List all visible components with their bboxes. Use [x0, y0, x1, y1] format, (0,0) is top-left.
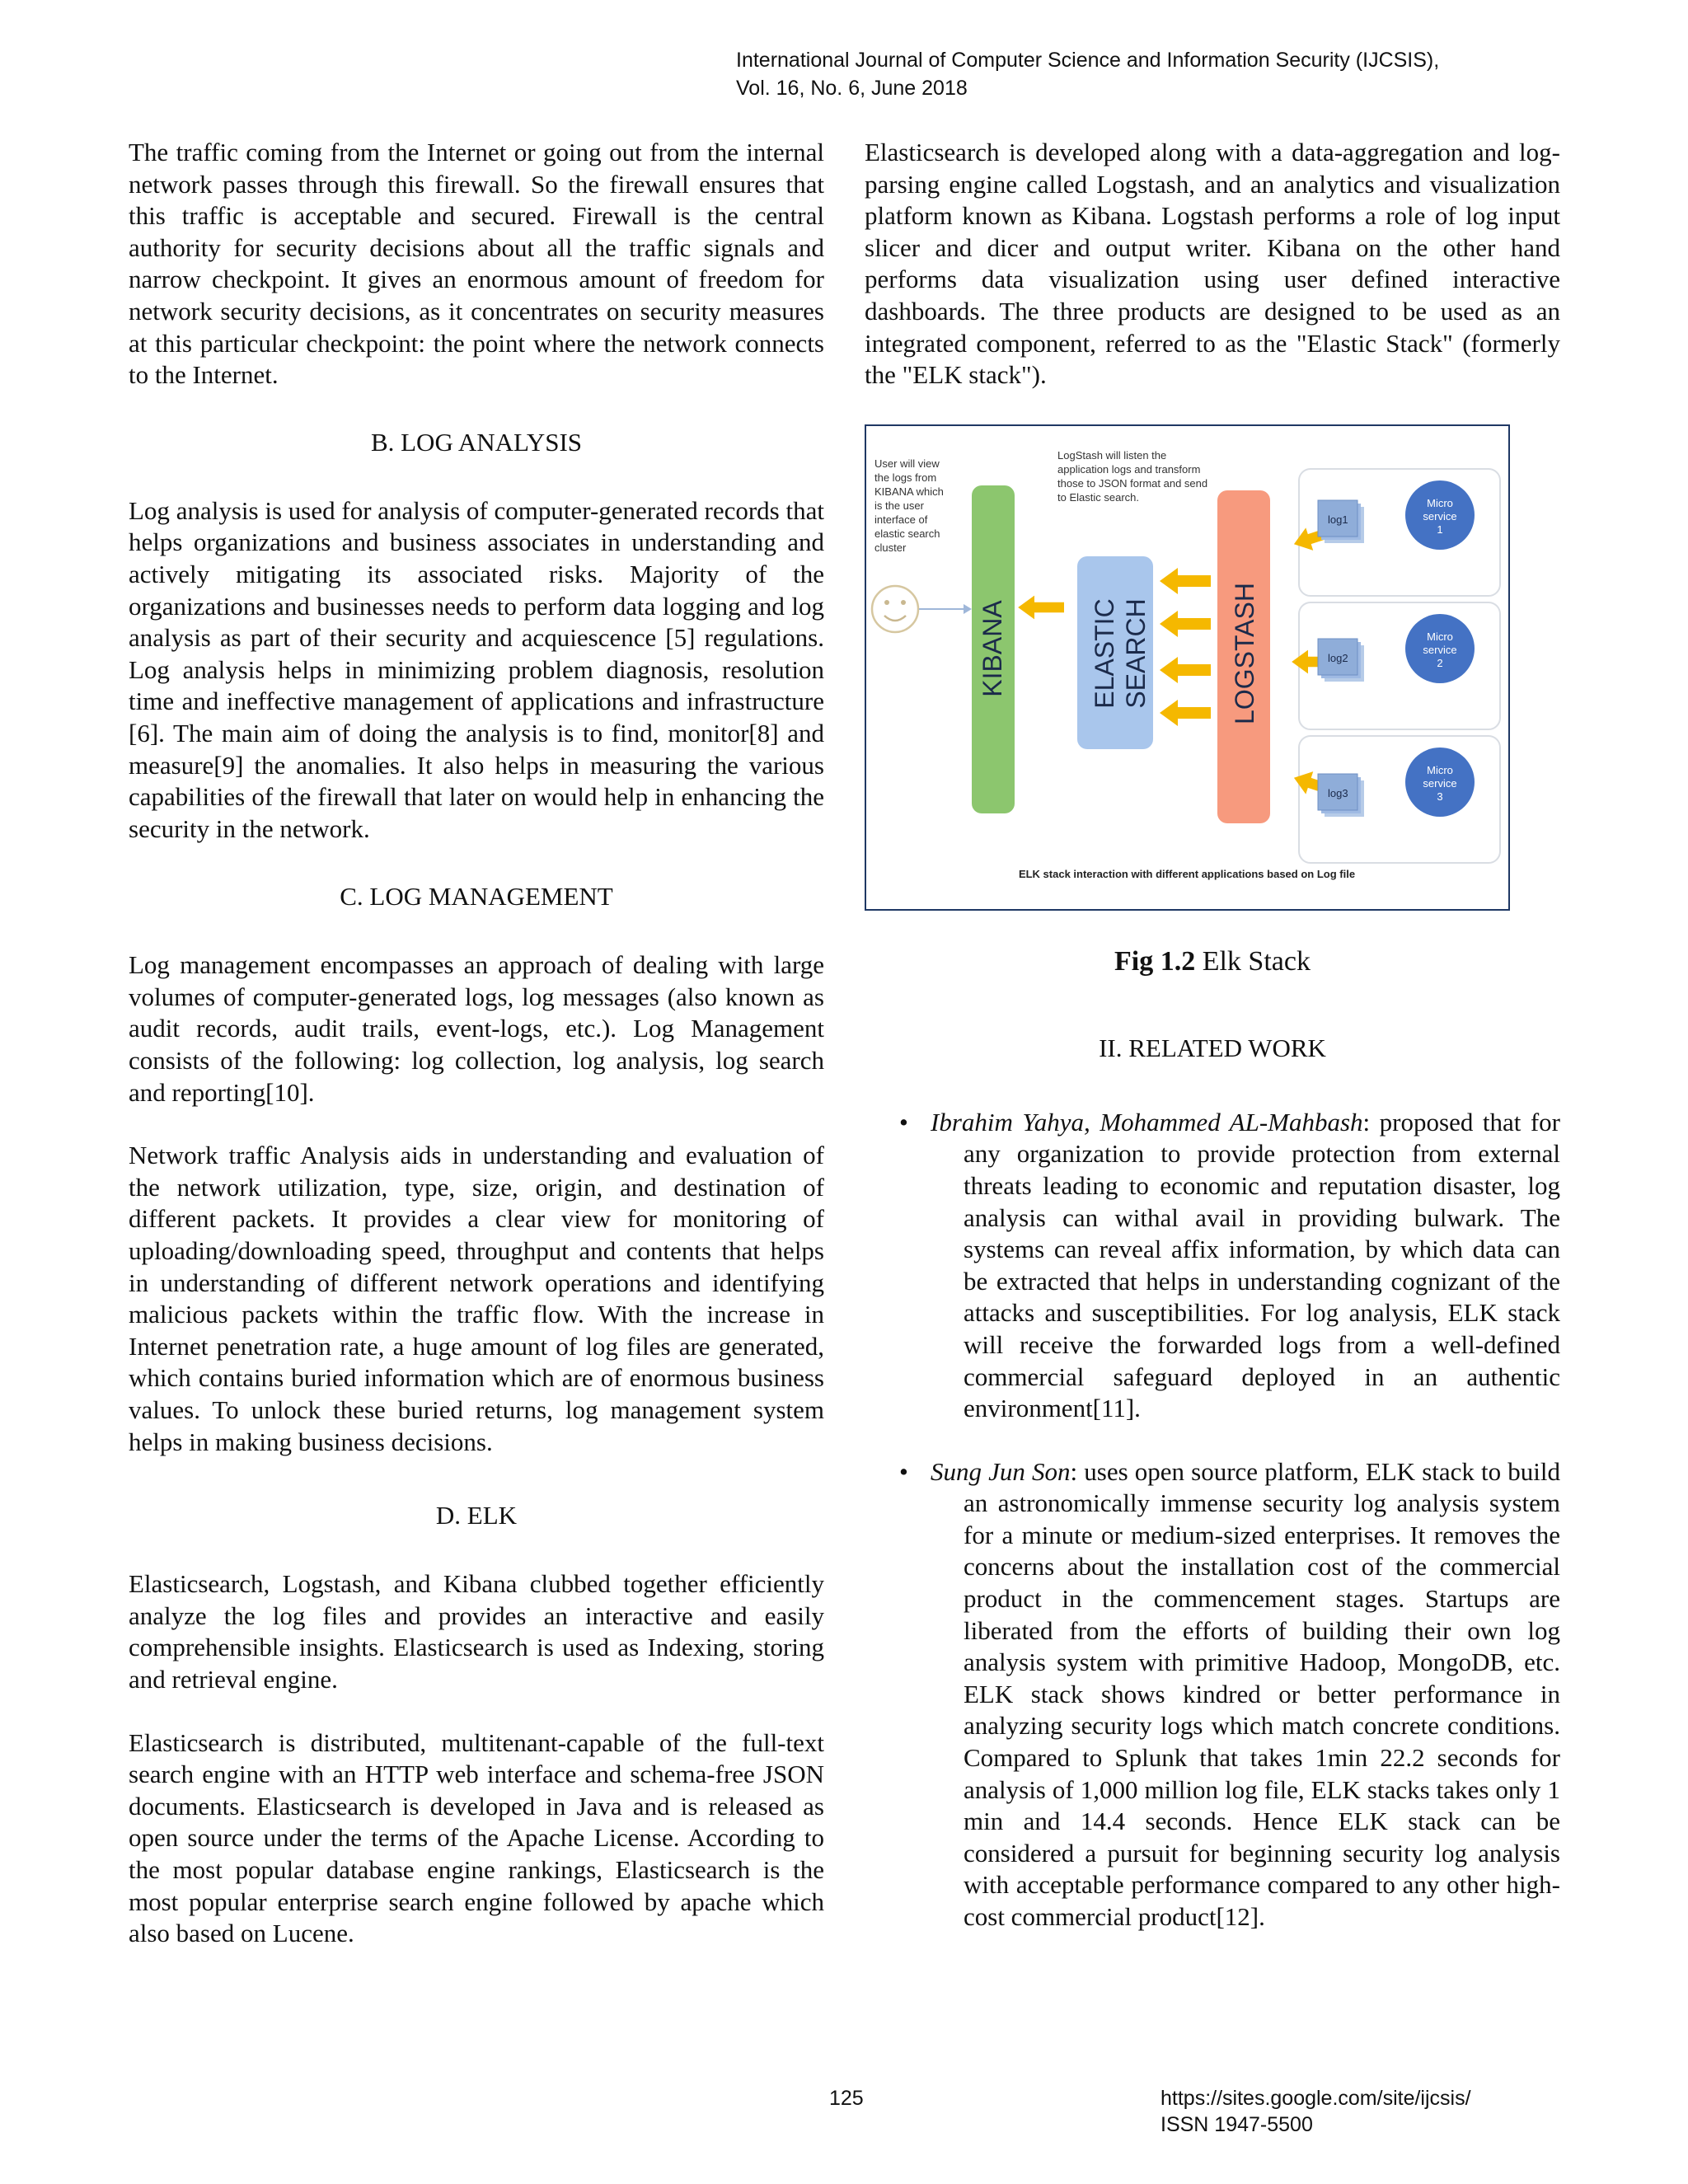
footer-issn: ISSN 1947-5500: [1160, 2113, 1313, 2136]
page-number: 125: [829, 2087, 864, 2110]
section-heading-elk: D. ELK: [435, 1501, 518, 1530]
service-label: Micro: [1427, 763, 1453, 776]
figure-caption-number: Fig 1.2: [1114, 945, 1196, 977]
elastic-stack-paragraph: Elasticsearch is developed along with a data-aggregation and log-parsing engine called Logstash, and an analytics and visualization platform known as Kibana. Logstash performs a role of log input slicer and dicer and output writer. Kibana on the other hand performs data visualization using user defined interactive dashboards. The three products are designed to be used as an integrated component, referred to as the "Elastic Stack" (formerly the "ELK stack").: [865, 138, 1560, 390]
user-note-line: KIBANA which: [874, 485, 944, 498]
logstash-note-line: application logs and transform: [1057, 462, 1201, 476]
figure-caption: [865, 945, 1560, 978]
reference-authors: Sung Jun Son: [931, 1456, 1071, 1486]
diagram-inner-caption: ELK stack interaction with different applications based on Log file: [1018, 867, 1356, 880]
service-label: service: [1423, 776, 1457, 790]
reference-text: : uses open source platform, ELK stack to build an astronomically immense security log analysis system for a minute or medium-sized enterprises. It removes the concerns about the installation cost of the commercial product in the commencement stages. Startups are liberated from the efforts of building their own log analysis system with primitive Hadoop, MongoDB, etc. ELK stack shows kindred or better performance in analyzing security logs which match concrete conditions. Compared to Splunk that takes 1min 22.2 seconds for analysis of 1,000 million log file, ELK stacks takes only 1 min and 14.4 seconds. Hence ELK stack can be considered a pursuit for beginning security log analysis with acceptable performance compared to any other high-cost commercial product[12].: [964, 1456, 1560, 1931]
elastic-label-line1: ELASTIC: [1090, 598, 1119, 709]
user-note-line: cluster: [874, 541, 907, 554]
user-smiley-icon: [872, 586, 918, 632]
elasticsearch-paragraph: Elasticsearch is distributed, multitenant-capable of the full-text search engine with an HTTP web interface and schema-free JSON documents. Elasticsearch is developed in Java and is released as open source under the terms of the Apache License. According to the most popular database engine rankings, Elasticsearch is the most popular enterprise search engine followed by apache which also based on Lucene.: [129, 1727, 824, 1948]
service-label: 1: [1437, 523, 1443, 536]
logstash-note-line: LogStash will listen the: [1057, 448, 1167, 462]
logstash-label: LOGSTASH: [1230, 582, 1259, 724]
related-work-list: [865, 1107, 1560, 1933]
elk-stack-diagram: [866, 426, 1508, 909]
journal-header-line2: Vol. 16, No. 6, June 2018: [736, 77, 968, 100]
user-to-kibana-arrowhead: [964, 604, 972, 614]
microservice-panel-1: [1290, 469, 1500, 596]
logstash-to-elastic-arrow: [1160, 568, 1211, 594]
figure-caption-text: Elk Stack: [1195, 945, 1311, 977]
left-column: [129, 137, 824, 1950]
journal-header: [736, 46, 1560, 102]
logstash-note-line: those to JSON format and send: [1057, 476, 1208, 490]
service-label: 2: [1437, 656, 1443, 669]
elastic-label-line2: SEARCH: [1121, 598, 1151, 709]
elk-intro-paragraph: Elasticsearch, Logstash, and Kibana clubbed together efficiently analyze the log files and provides an interactive and easily comprehensible insights. Elasticsearch is used as Indexing, storing and retrieval engine.: [129, 1569, 824, 1694]
traffic-analysis-paragraph: Network traffic Analysis aids in understanding and evaluation of the network utilization, type, size, origin, and destination of different packets. It provides a clear view for monitoring of uploading/downloading speed, throughput and contents that helps in understanding of different network operations and identifying malicious packets within the traffic flow. With the increase in Internet penetration rate, a huge amount of log files are generated, which contains buried information which are of enormous business values. To unlock these buried returns, log management system helps in making business decisions.: [129, 1141, 824, 1456]
user-note-line: User will view: [874, 457, 940, 470]
service-label: 3: [1437, 790, 1443, 803]
elastic-to-kibana-arrow: [1018, 595, 1064, 619]
service-label: Micro: [1427, 630, 1453, 643]
list-item: • Ibrahim Yahya, Mohammed AL-Mahbash: proposed that for any organization to provide protection from external threats leading to economic and reputation disaster, log analysis can withal avail in providing bulwark. The systems can reveal affix information, by which data can be extracted that helps in understanding cognizant of the attacks and susceptibilities. For log analysis, ELK stack will receive the forwarded logs from a well-defined commercial safeguard deployed in an authentic environment[11].: [899, 1107, 1561, 1423]
log-analysis-paragraph: Log analysis is used for analysis of computer-generated records that helps organizations and business associates in understanding and actively mitigating its associated risks. Majority of the organizations and businesses needs to perform data logging and log analysis as part of their security and acquiescence [5] regulations. Log analysis helps in minimizing problem diagnosis, resolution time and ineffective management of applications and infrastructure [6]. The main aim of doing the analysis is to find, monitor[8] and measure[9] the anomalies. It also helps in measuring the various capabilities of the firewall that later on would help in enhancing the security in the network.: [129, 495, 824, 843]
log-label: log2: [1328, 651, 1348, 664]
service-label: service: [1423, 509, 1457, 523]
log-management-paragraph: Log management encompasses an approach of dealing with large volumes of computer-generated logs, log messages (also known as audit records, audit trails, event-logs, etc.). Log Management consists of the following: log collection, log analysis, log search and reporting[10].: [129, 950, 824, 1107]
log-label: log3: [1328, 786, 1348, 799]
user-note-line: interface of: [874, 513, 928, 526]
section-heading-log-analysis: B. LOG ANALYSIS: [370, 427, 583, 457]
logstash-to-elastic-arrow: [1160, 657, 1211, 683]
user-note-line: is the user: [874, 499, 924, 512]
reference-authors: Ibrahim Yahya, Mohammed AL-Mahbash: [931, 1107, 1363, 1137]
log-label: log1: [1328, 513, 1348, 526]
kibana-label: KIBANA: [978, 600, 1007, 697]
logstash-note-line: to Elastic search.: [1057, 490, 1139, 504]
section-heading-log-management: C. LOG MANAGEMENT: [340, 882, 613, 912]
user-note-line: elastic search: [874, 527, 940, 540]
user-note-line: the logs from: [874, 471, 937, 484]
list-item: • Sung Jun Son: uses open source platform, ELK stack to build an astronomically immense security log analysis system for a minute or medium-sized enterprises. It removes the concerns about the installation cost of the commercial product in the commencement stages. Startups are liberated from the efforts of building their own log analysis system with primitive Hadoop, MongoDB, etc. ELK stack shows kindred or better performance in analyzing security logs which match concrete conditions. Compared to Splunk that takes 1min 22.2 seconds for analysis of 1,000 million log file, ELK stacks takes only 1 min and 14.4 seconds. Hence ELK stack can be considered a pursuit for beginning security log analysis with acceptable performance compared to any other high-cost commercial product[12].: [899, 1456, 1560, 1931]
microservice-panel-3: [1290, 736, 1500, 863]
section-heading-related-work: II. RELATED WORK: [1099, 1033, 1326, 1062]
reference-text: : proposed that for any organization to provide protection from external threats leading to economic and reputation disaster, log analysis can withal avail in providing bulwark. The systems can reveal affix information, by which data can be extracted that helps in understanding cognizant of the attacks and susceptibilities. For log analysis, ELK stack will receive the forwarded logs from a well-defined commercial safeguard deployed in an authentic environment[11].: [964, 1107, 1561, 1423]
footer-url: https://sites.google.com/site/ijcsis/: [1160, 2087, 1471, 2110]
logstash-to-elastic-arrow: [1160, 700, 1211, 726]
microservice-panel-2: [1292, 602, 1500, 729]
journal-header-line1: International Journal of Computer Science and Information Security (IJCSIS),: [736, 49, 1440, 72]
elk-stack-figure: [865, 424, 1510, 911]
service-label: service: [1423, 643, 1457, 656]
logstash-to-elastic-arrow: [1160, 611, 1211, 637]
right-column: [865, 137, 1560, 1933]
service-label: Micro: [1427, 496, 1453, 509]
intro-paragraph: The traffic coming from the Internet or going out from the internal network passes through this firewall. So the firewall ensures that this traffic is acceptable and secured. Firewall is the central authority for security decisions about all the traffic signals and narrow checkpoint. It gives an enormous amount of freedom for network security decisions, as it concentrates on security measures at this particular checkpoint: the point where the network connects to the Internet.: [129, 138, 824, 390]
